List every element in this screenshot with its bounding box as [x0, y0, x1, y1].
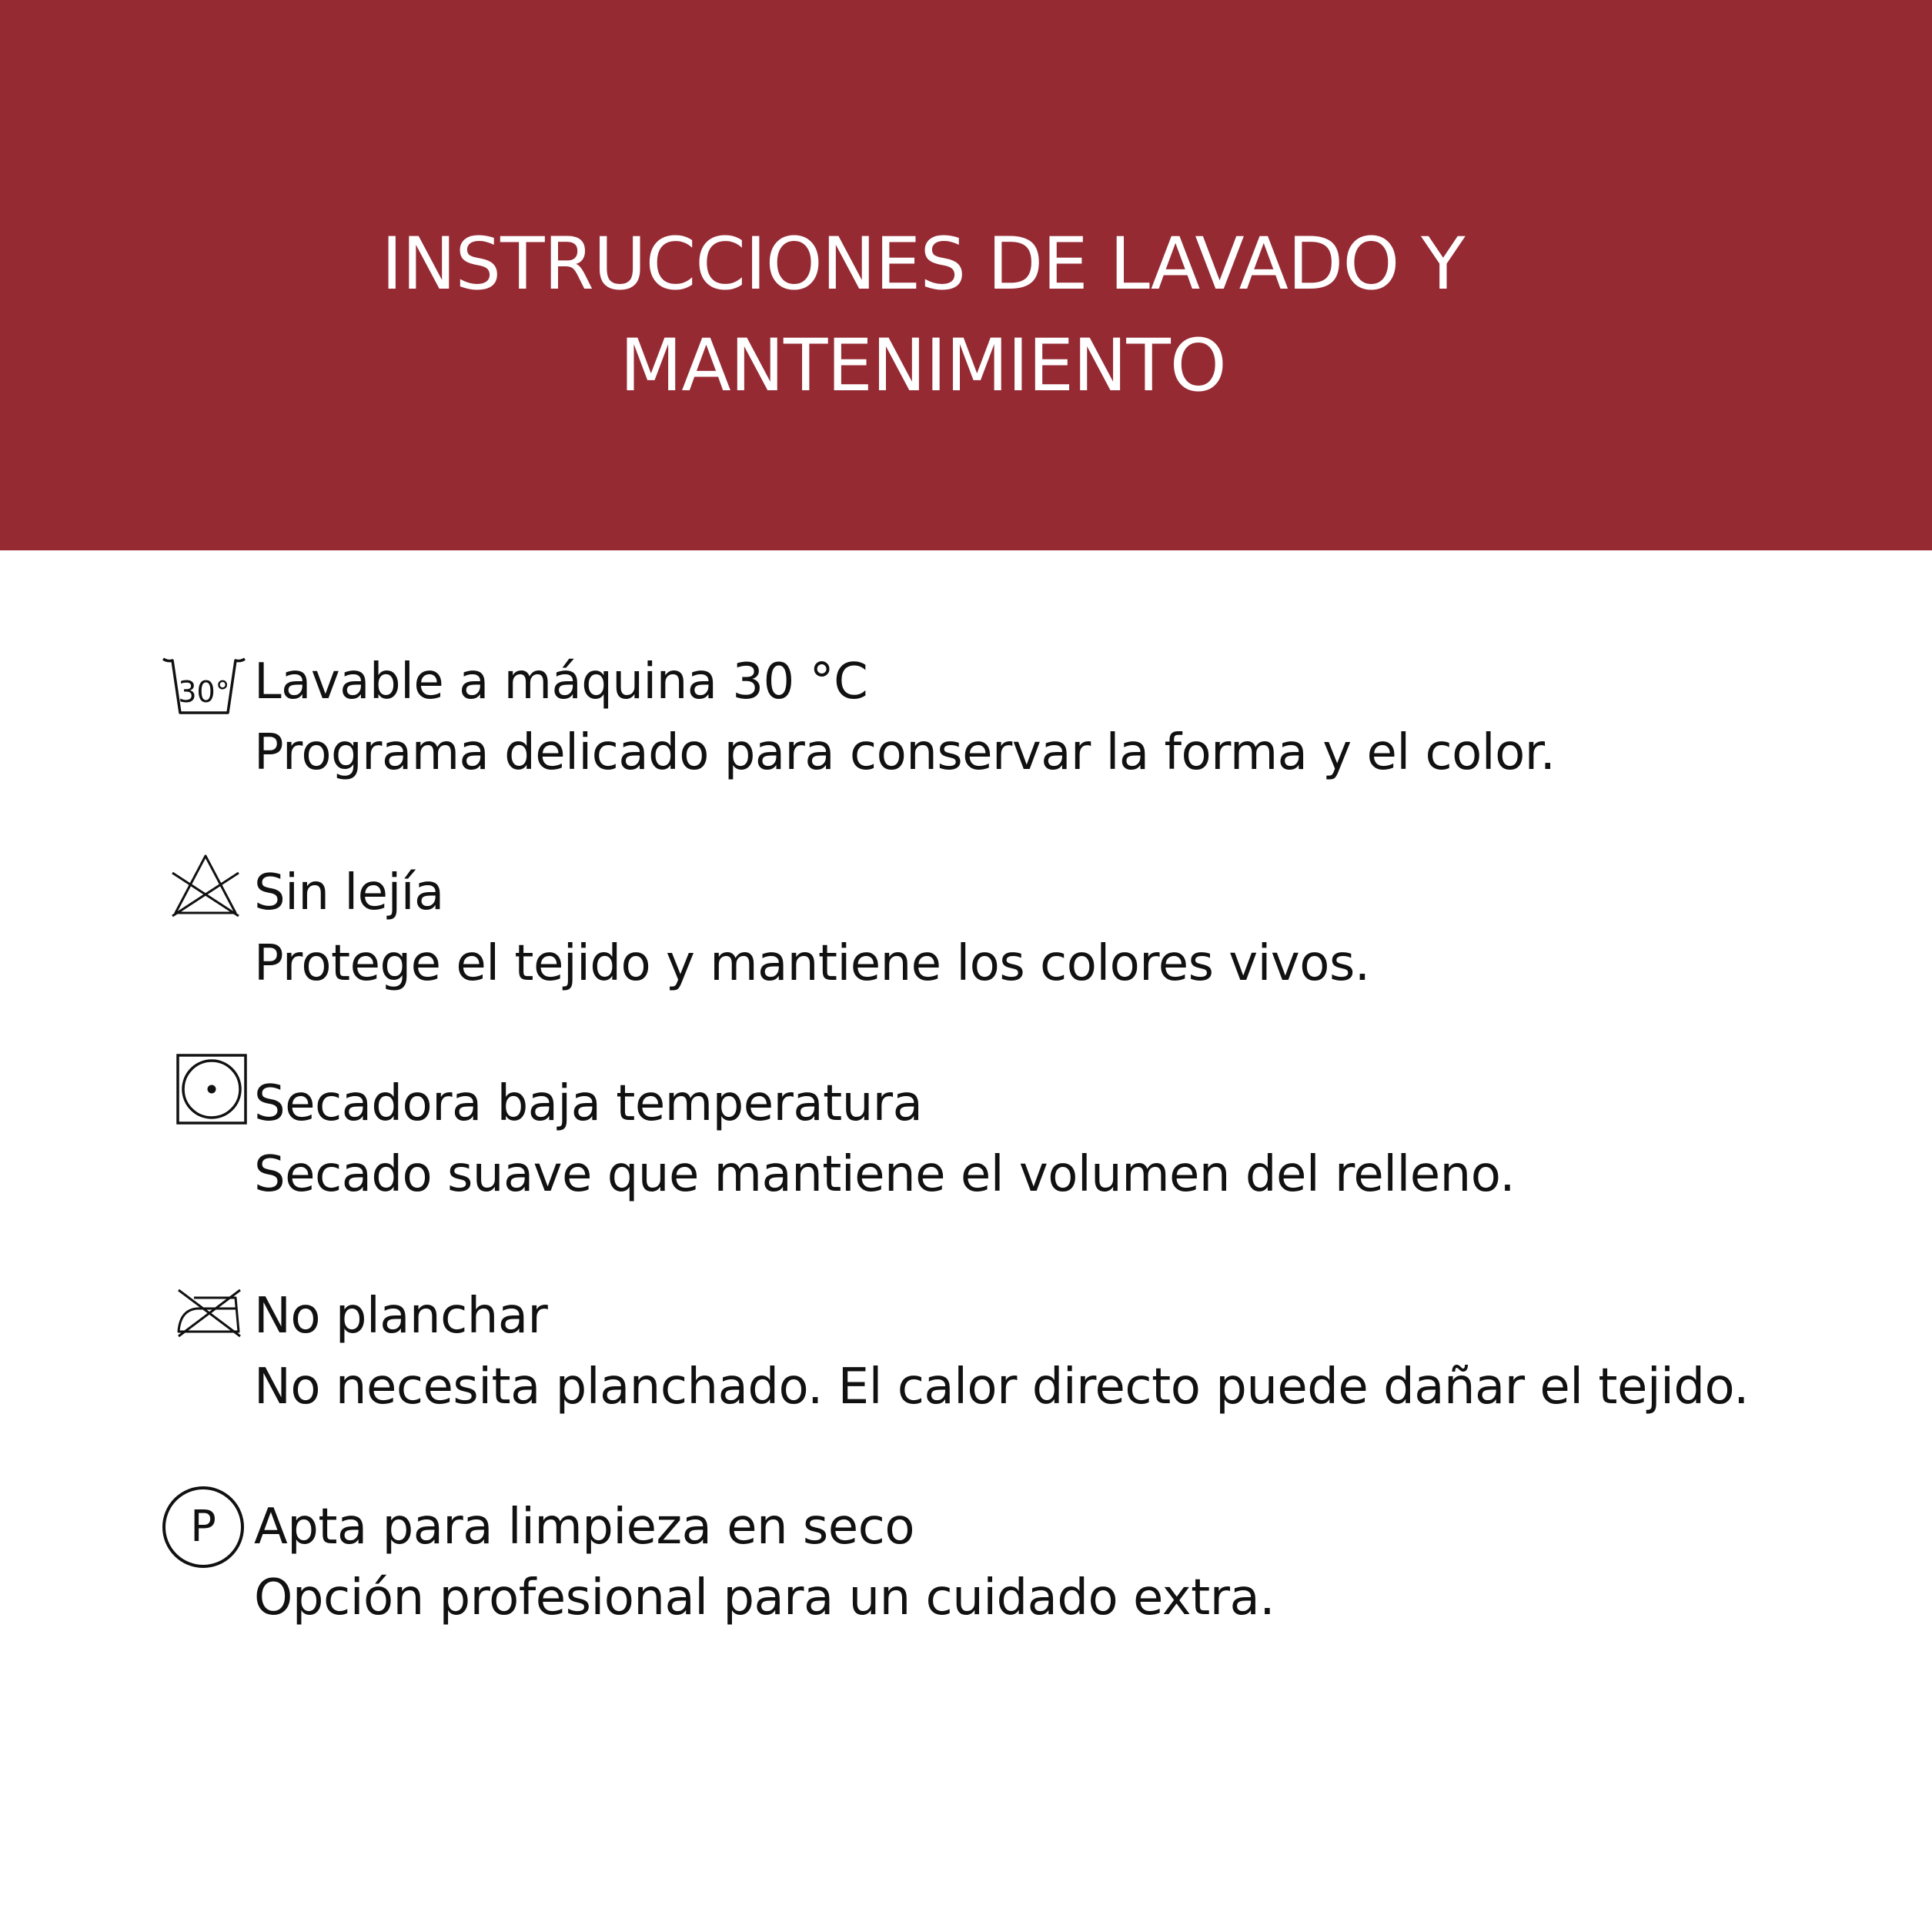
wash-30-icon-label: 30°: [178, 675, 230, 709]
care-item-description: Programa delicado para conservar la forma y el color.: [254, 724, 1556, 781]
care-item-dry-clean: [154, 1492, 1894, 1646]
care-item-text: [254, 857, 1894, 999]
care-item-wash: [154, 647, 1894, 801]
care-item-description: Protege el tejido y mantiene los colores vivos.: [254, 935, 1370, 992]
care-item-title: Lavable a máquina 30 °C: [254, 653, 868, 710]
care-item-title: No planchar: [254, 1288, 548, 1345]
care-item-title: Secadora baja temperatura: [254, 1075, 923, 1132]
care-item-text: [254, 647, 1894, 788]
care-item-bleach: [154, 857, 1894, 1011]
care-item-text: [254, 1068, 1894, 1210]
dry-clean-p-icon-label: P: [190, 1502, 216, 1552]
header-banner: [0, 0, 1932, 550]
dry-clean-p-icon: [160, 1484, 246, 1570]
tumble-dry-low-icon: [175, 1053, 248, 1125]
care-item-description: Secado suave que mantiene el volumen del relleno.: [254, 1146, 1516, 1203]
care-item-dryer: [154, 1068, 1894, 1222]
care-item-description: Opción profesional para un cuidado extra.: [254, 1569, 1275, 1626]
page-title: [0, 214, 1846, 417]
care-item-iron: [154, 1281, 1894, 1435]
no-iron-icon: [174, 1287, 245, 1341]
wash-30-icon: [160, 654, 246, 720]
care-item-text: [254, 1281, 1894, 1422]
care-item-title: Apta para limpieza en seco: [254, 1499, 914, 1556]
no-bleach-icon: [168, 850, 243, 919]
care-item-text: [254, 1492, 1894, 1633]
title-line-2: MANTENIMIENTO: [620, 324, 1226, 408]
care-item-title: Sin lejía: [254, 864, 444, 921]
title-line-1: INSTRUCCIONES DE LAVADO Y: [381, 222, 1465, 306]
care-item-description: No necesita planchado. El calor directo puede dañar el tejido.: [254, 1359, 1749, 1416]
